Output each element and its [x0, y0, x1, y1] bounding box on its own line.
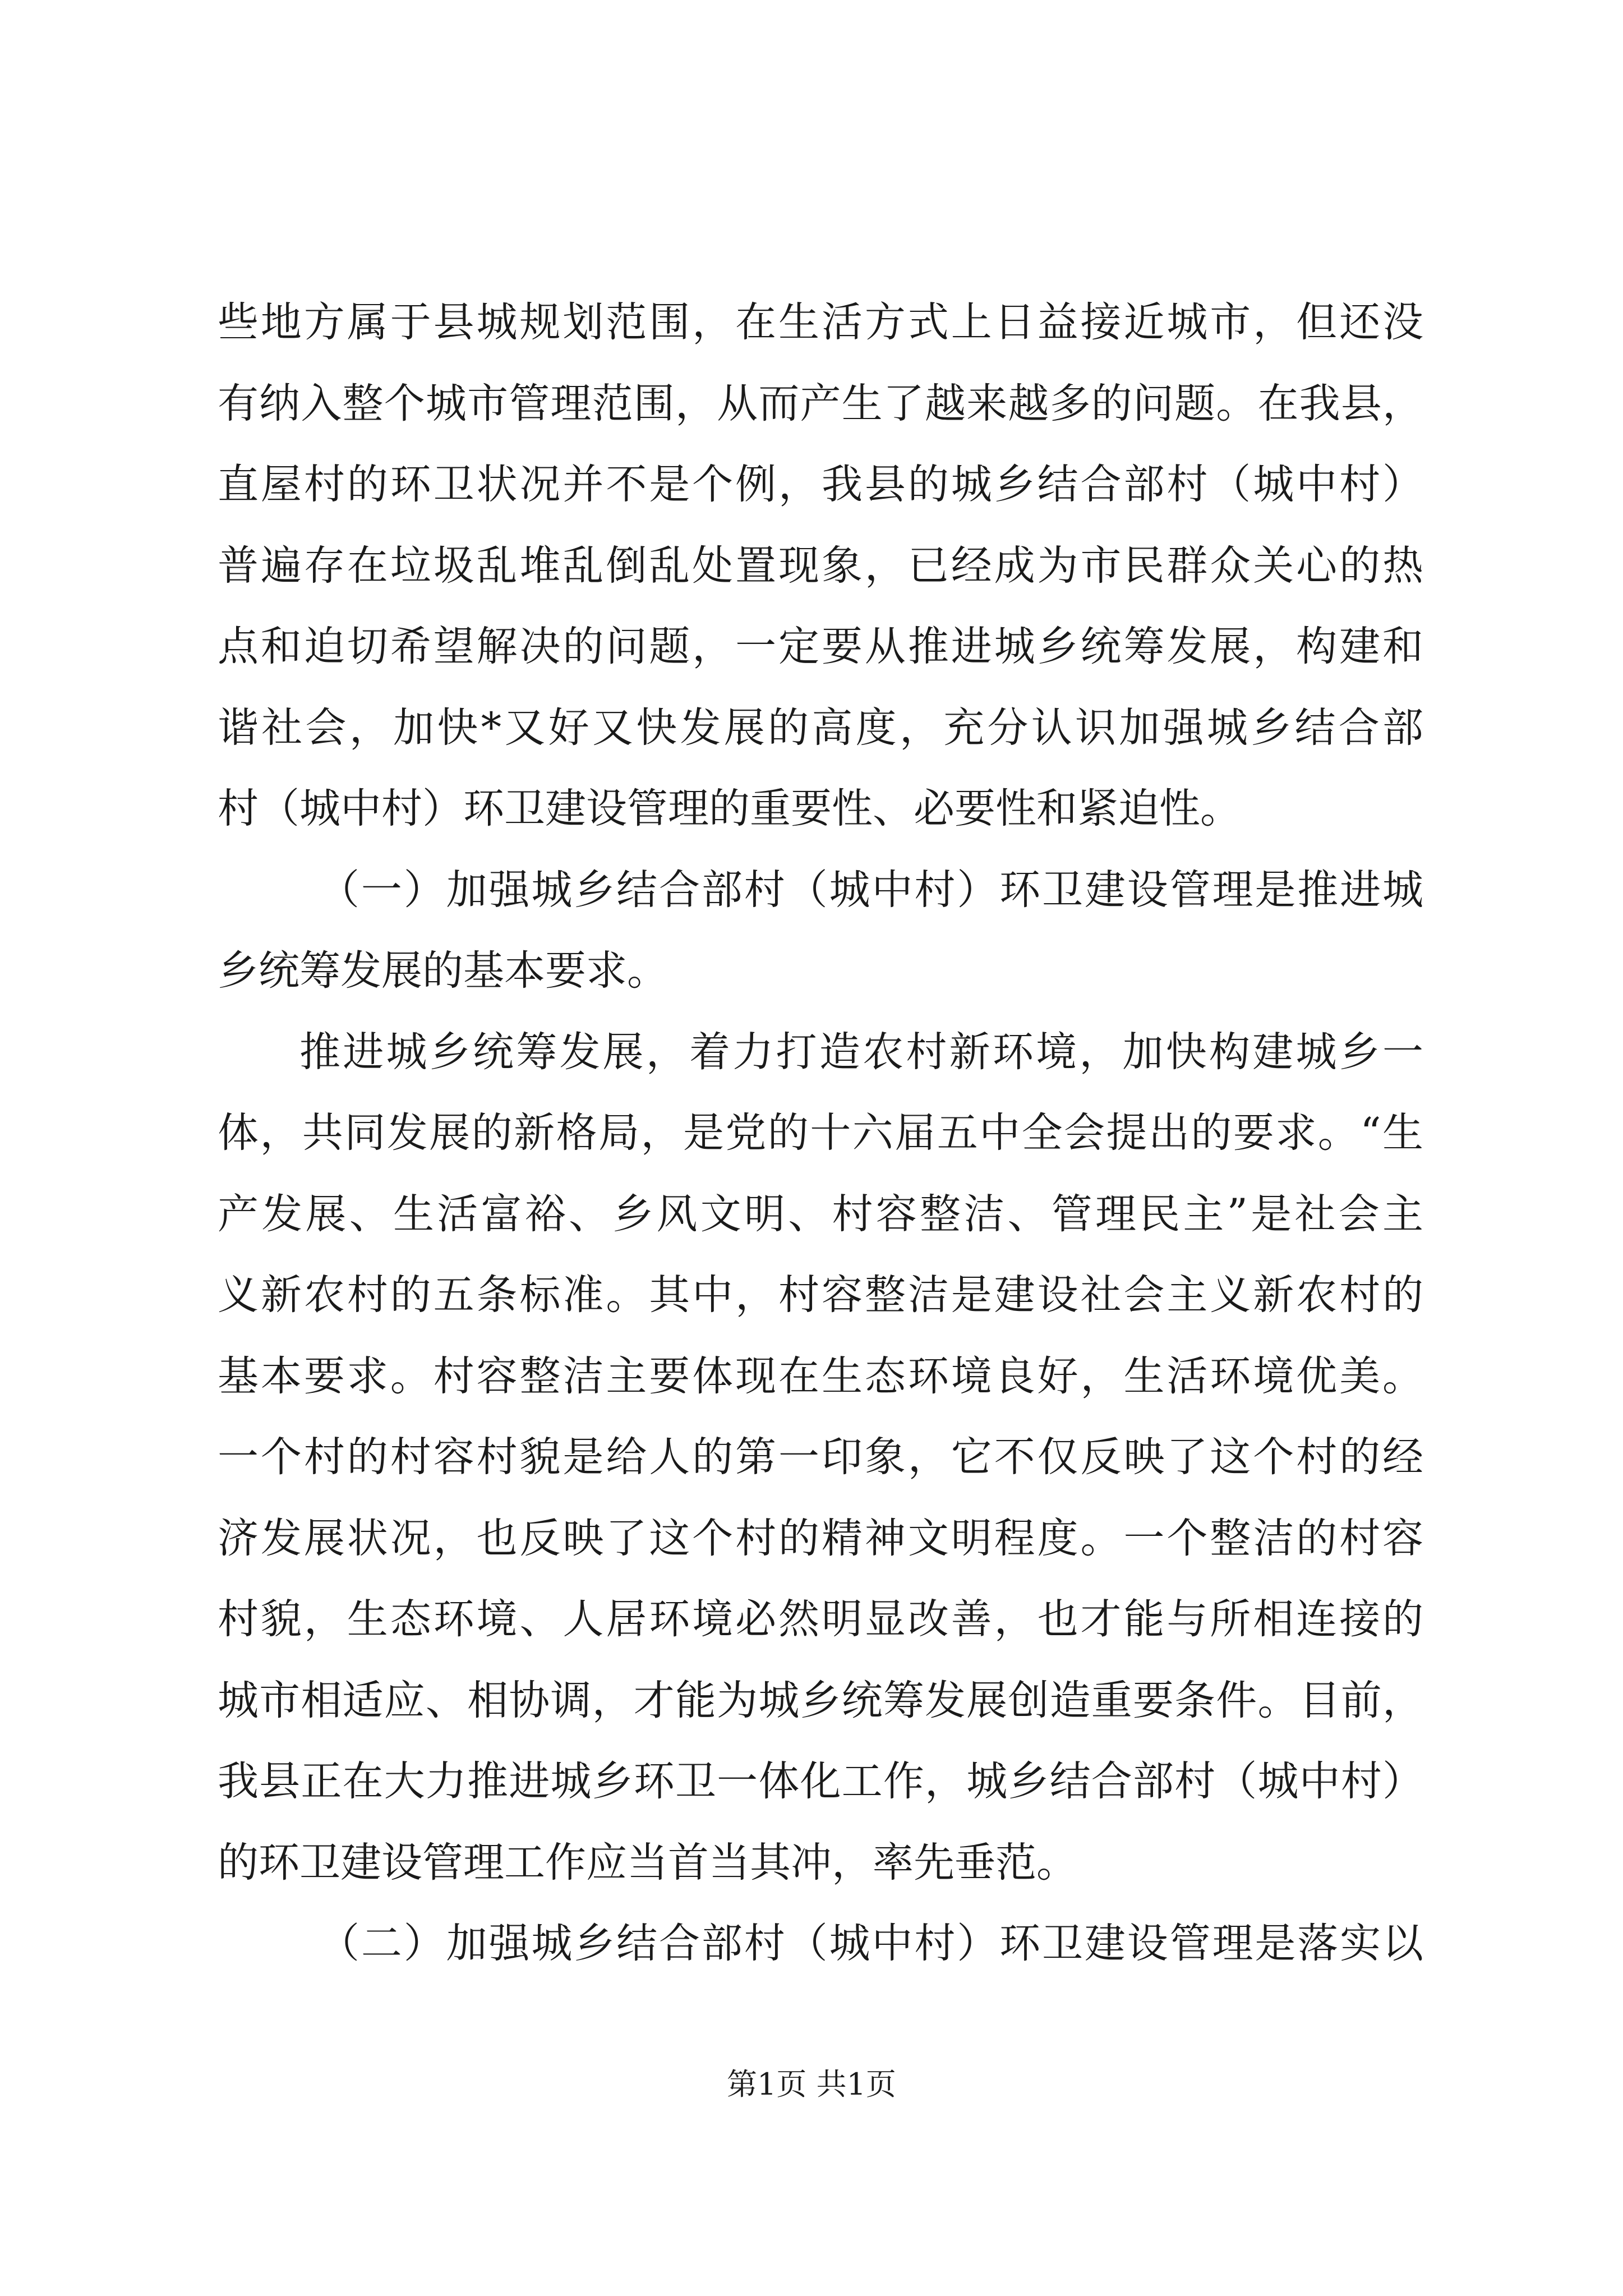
- text-line: 普遍存在垃圾乱堆乱倒乱处置现象，已经成为市民群众关心的热: [218, 541, 1423, 590]
- section-heading-line: 乡统筹发展的基本要求。: [218, 947, 668, 995]
- text-line: 一个村的村容村貌是给人的第一印象，它不仅反映了这个村的经: [218, 1433, 1423, 1481]
- text-line: 村（城中村）环卫建设管理的重要性、必要性和紧迫性。: [218, 785, 1241, 832]
- page-footer: [0, 2062, 1623, 2107]
- text-line: 推进城乡统筹发展，着力打造农村新环境，加快构建城乡一: [299, 1028, 1423, 1076]
- text-line: 体，共同发展的新格局，是党的十六届五中全会提出的要求。“生: [218, 1109, 1423, 1157]
- text-line: 我县正在大力推进城乡环卫一体化工作，城乡结合部村（城中村）: [218, 1757, 1423, 1805]
- text-line: 城市相适应、相协调，才能为城乡统筹发展创造重要条件。目前，: [218, 1676, 1423, 1724]
- text-line: 点和迫切希望解决的问题，一定要从推进城乡统筹发展，构建和: [218, 623, 1423, 670]
- text-line: 的环卫建设管理工作应当首当其冲，率先垂范。: [218, 1838, 1077, 1887]
- text-line: 产发展、生活富裕、乡风文明、村容整洁、管理民主”是社会主: [218, 1190, 1423, 1238]
- text-line: 些地方属于县城规划范围，在生活方式上日益接近城市，但还没: [218, 298, 1423, 346]
- page-number-label: 第1页 共1页: [727, 2067, 896, 2102]
- text-line: 义新农村的五条标准。其中，村容整洁是建设社会主义新农村的: [218, 1271, 1423, 1319]
- text-line: 村貌，生态环境、人居环境必然明显改善，也才能与所相连接的: [218, 1595, 1423, 1643]
- text-line: 谐社会，加快*又好又快发展的高度，充分认识加强城乡结合部: [218, 703, 1423, 752]
- text-line: 有纳入整个城市管理范围，从而产生了越来越多的问题。在我县，: [218, 379, 1423, 427]
- text-line: 基本要求。村容整洁主要体现在生态环境良好，生活环境优美。: [218, 1352, 1423, 1400]
- text-line: 济发展状况，也反映了这个村的精神文明程度。一个整洁的村容: [218, 1514, 1423, 1562]
- body-text: [218, 282, 1423, 1985]
- text-line: 直屋村的环卫状况并不是个例，我县的城乡结合部村（城中村）: [218, 461, 1423, 508]
- section-heading-line: （二）加强城乡结合部村（城中村）环卫建设管理是落实以: [319, 1920, 1423, 1967]
- section-heading-line: （一）加强城乡结合部村（城中村）环卫建设管理是推进城: [319, 866, 1423, 914]
